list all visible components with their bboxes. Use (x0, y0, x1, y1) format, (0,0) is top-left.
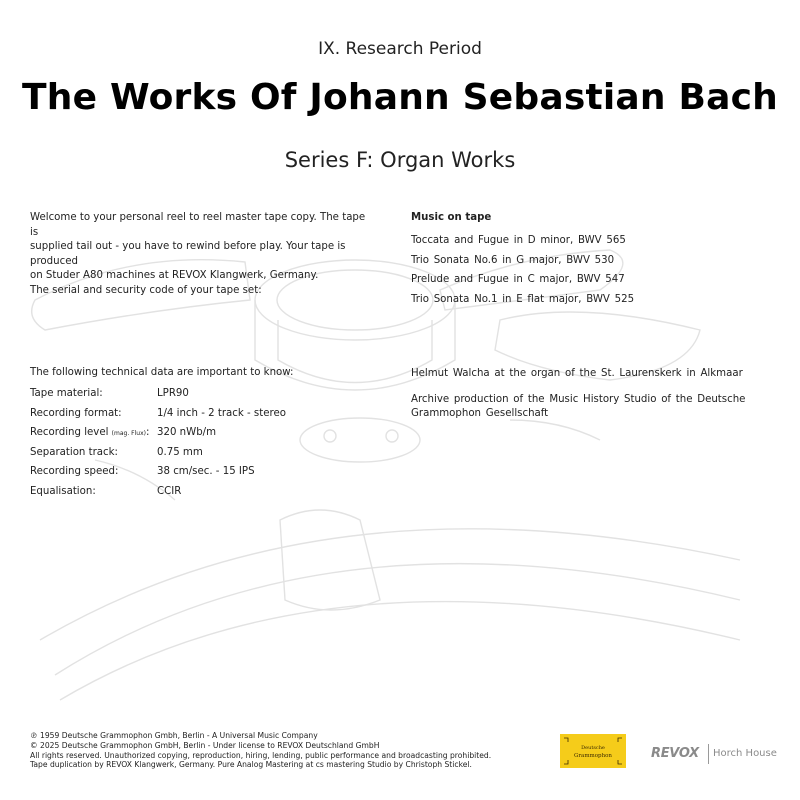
track-item: Toccata and Fugue in D minor, BWV 565 (411, 235, 626, 246)
tech-row-tape-material (30, 387, 286, 407)
footer-line: All rights reserved. Unauthorized copying, reproduction, hiring, lending, public performance and broadcasting prohibited. (30, 750, 492, 760)
footer-line: ℗ 1959 Deutsche Grammophon Gmbh, Berlin - A Universal Music Company (30, 731, 318, 740)
revox-logo: REVOX (651, 746, 699, 761)
dg-logo-background (560, 734, 626, 768)
dg-logo-line1: Deutsche (581, 745, 605, 751)
footer-line: © 2025 Deutsche Grammophon GmbH, Berlin - Under license to REVOX Deutschland GmbH (30, 740, 380, 750)
intro-line: on Studer A80 machines at REVOX Klangwerk, Germany. (30, 270, 319, 281)
tech-row-recording-level (30, 426, 286, 446)
intro-line: Welcome to your personal reel to reel master tape copy. The tape is (30, 212, 366, 238)
tech-label: Recording speed: (30, 466, 119, 477)
tech-value: 320 nWb/m (157, 427, 217, 438)
tech-label-recording-level: Recording level (mag. Flux): (30, 427, 150, 438)
series-kicker: IX. Research Period (318, 39, 482, 59)
page-title: The Works Of Johann Sebastian Bach (22, 77, 778, 118)
music-heading: Music on tape (411, 212, 492, 223)
tech-label: Tape material: (30, 388, 103, 399)
dg-logo-line2: Grammophon (574, 753, 612, 759)
intro-line: The serial and security code of your tape set: (30, 284, 262, 296)
tech-value: 38 cm/sec. - 15 IPS (157, 466, 255, 477)
track-item: Trio Sonata No.1 in E flat major, BWV 525 (411, 293, 635, 305)
copyright-footer (30, 731, 550, 770)
tech-label: Separation track: (30, 446, 118, 458)
level-note: (mag. Flux) (111, 430, 146, 437)
tech-label: Equalisation: (30, 485, 96, 497)
track-item: Trio Sonata No.6 in G major, BWV 530 (411, 254, 615, 266)
tech-row-recording-speed (30, 465, 286, 485)
tech-row-separation-track (30, 446, 286, 466)
tech-row-equalisation (30, 485, 286, 505)
tech-value: CCIR (157, 485, 182, 497)
tech-value: 1/4 inch - 2 track - stereo (157, 407, 286, 419)
tech-row-recording-format (30, 407, 286, 427)
technical-intro: The following technical data are important to know: (30, 367, 294, 378)
intro-paragraph (30, 211, 370, 298)
tech-label: Recording format: (30, 407, 122, 419)
horch-house-logo: Horch House (713, 748, 777, 759)
tech-value: 0.75 mm (157, 446, 203, 458)
performer-credit: Helmut Walcha at the organ of the St. Laurenskerk in Alkmaar (411, 368, 743, 379)
tech-value: LPR90 (157, 388, 189, 399)
deutsche-grammophon-logo (560, 734, 626, 768)
music-on-tape-section (411, 211, 771, 309)
footer-line: Tape duplication by REVOX Klangwerk, Germany. Pure Analog Mastering at cs mastering Studio by Christoph Stickel. (30, 760, 472, 770)
tech-label: Recording level (30, 427, 109, 438)
technical-data-table (30, 387, 286, 504)
track-item: Prelude and Fugue in C major, BWV 547 (411, 274, 625, 285)
intro-line: supplied tail out - you have to rewind before play. Your tape is produced (30, 241, 346, 267)
logo-divider (708, 744, 709, 764)
page-subtitle: Series F: Organ Works (284, 148, 516, 172)
archive-credit: Archive production of the Music History Studio of the Deutsche Grammophon Gesellschaft (411, 394, 746, 419)
